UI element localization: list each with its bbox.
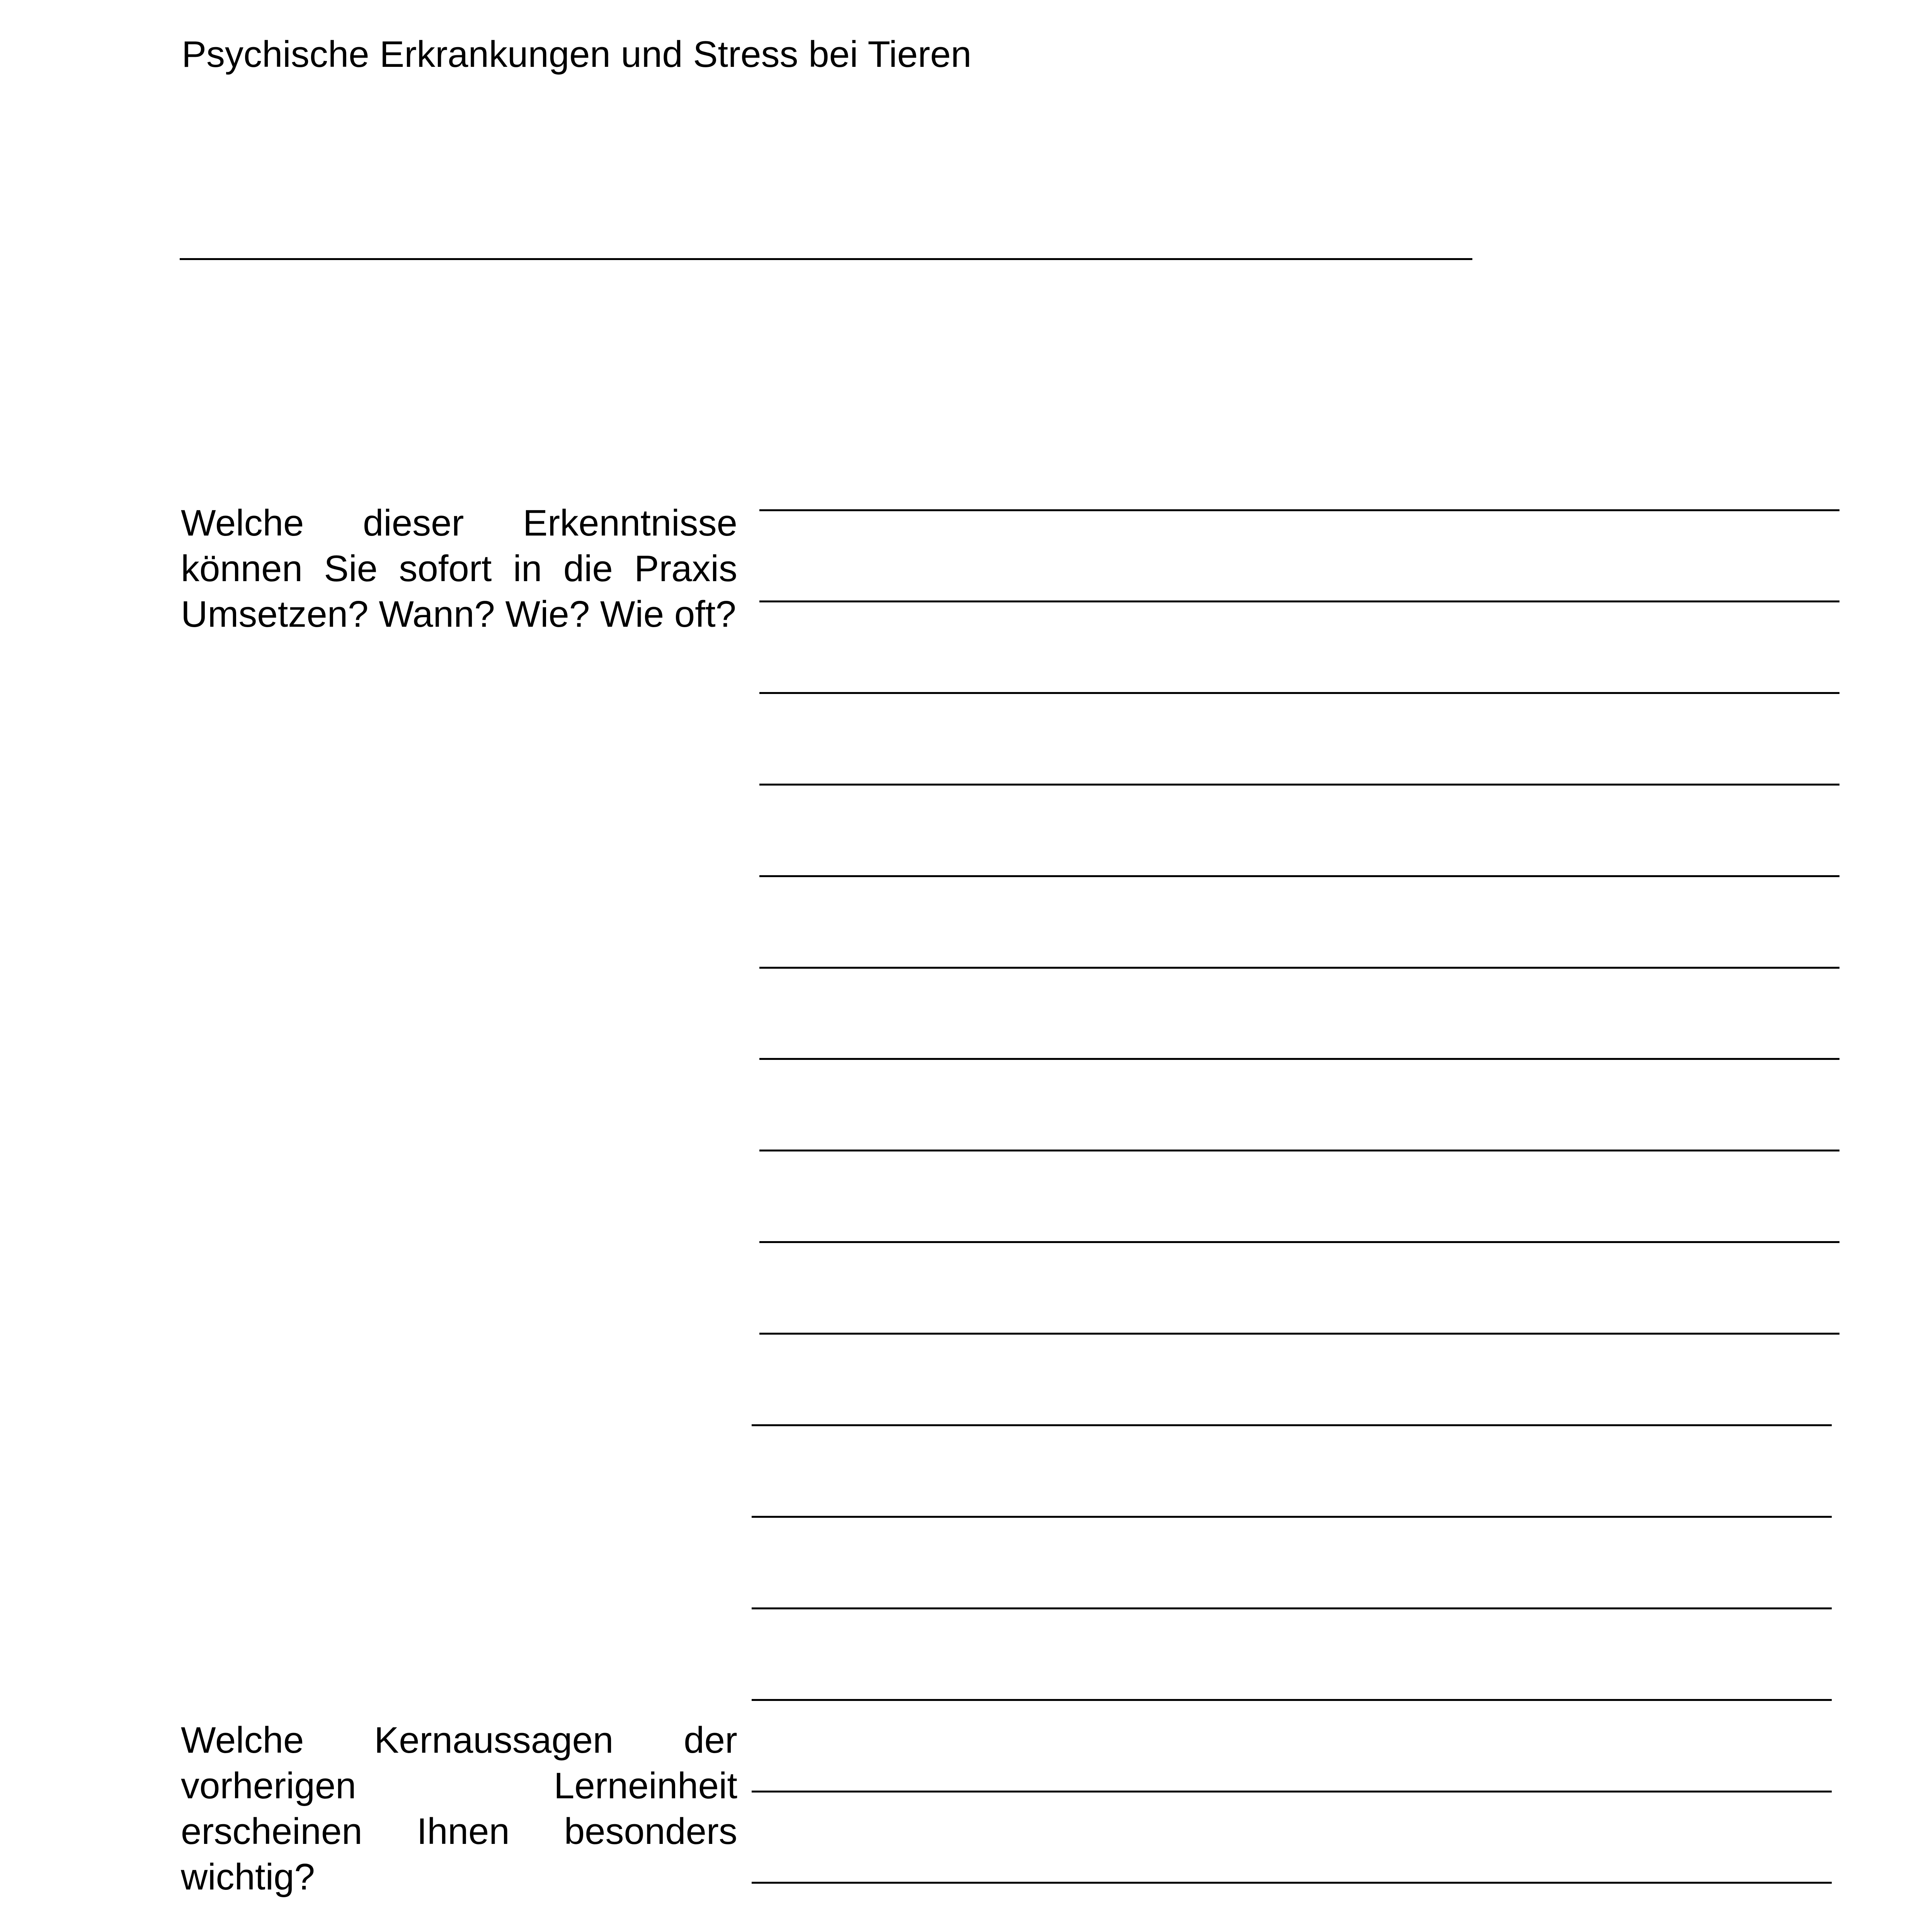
answer-line[interactable] bbox=[759, 692, 1839, 694]
question-1-text: Welche dieser Erkenntnisse können Sie sofort in die Praxis Umsetzen? Wann? Wie? Wie oft? bbox=[181, 502, 737, 635]
answer-line[interactable] bbox=[759, 1150, 1839, 1151]
answer-line[interactable] bbox=[759, 600, 1839, 602]
answer-line[interactable] bbox=[759, 967, 1839, 969]
answer-line[interactable] bbox=[752, 1882, 1832, 1884]
page-header-title: Psychische Erkrankungen und Stress bei Tieren bbox=[182, 34, 972, 75]
header-divider bbox=[180, 258, 1472, 260]
answer-line[interactable] bbox=[752, 1791, 1832, 1793]
answer-line[interactable] bbox=[759, 1058, 1839, 1060]
answer-line[interactable] bbox=[759, 1333, 1839, 1335]
answer-line[interactable] bbox=[752, 1424, 1832, 1426]
answer-line[interactable] bbox=[752, 1516, 1832, 1518]
question-2-text: Welche Kernaussagen der vorherigen Lerneinheit erscheinen Ihnen besonders wichtig? bbox=[181, 1719, 737, 1898]
answer-line[interactable] bbox=[752, 1607, 1832, 1609]
answer-line[interactable] bbox=[759, 784, 1839, 786]
answer-line[interactable] bbox=[752, 1699, 1832, 1701]
answer-line[interactable] bbox=[759, 1241, 1839, 1243]
answer-line[interactable] bbox=[759, 509, 1839, 511]
answer-line[interactable] bbox=[759, 875, 1839, 877]
